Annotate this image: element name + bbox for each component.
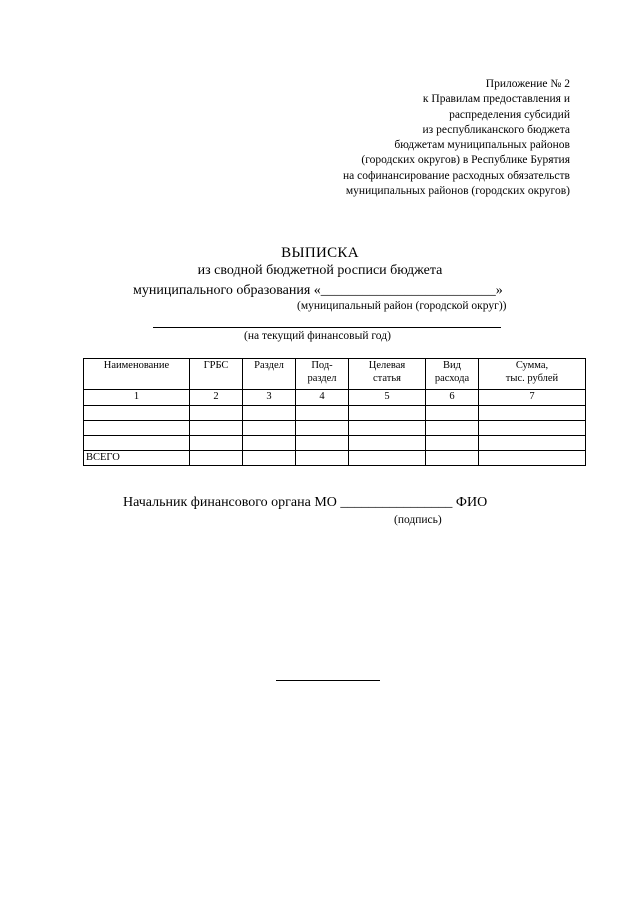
table-cell [349, 435, 426, 450]
index-cell: 6 [426, 390, 479, 406]
table-cell [243, 450, 296, 466]
table-cell [243, 420, 296, 435]
table-cell [349, 405, 426, 420]
table-cell [426, 435, 479, 450]
appendix-line: Приложение № 2 [485, 78, 570, 90]
table-cell [426, 420, 479, 435]
fiscal-year-blank-line [153, 327, 501, 328]
table-row [84, 420, 586, 435]
fiscal-year-caption: (на текущий финансовый год) [244, 330, 391, 342]
table-cell [479, 405, 586, 420]
index-cell: 7 [479, 390, 586, 406]
table-cell [426, 450, 479, 466]
document-title: ВЫПИСКА [281, 245, 359, 261]
table-cell [296, 450, 349, 466]
appendix-line: к Правилам предоставления и [422, 93, 570, 106]
column-header-grbs: ГРБС [190, 359, 243, 390]
column-header-target-item: Целевая статья [349, 359, 426, 390]
index-cell: 1 [84, 390, 190, 406]
appendix-line: из республиканского бюджета [422, 123, 570, 136]
document-subtitle: из сводной бюджетной росписи бюджета [197, 263, 443, 278]
table-cell [190, 420, 243, 435]
appendix-line: бюджетам муниципальных районов [394, 139, 570, 152]
table-cell [243, 435, 296, 450]
appendix-line: (городских округов) в Республике Бурятия [361, 154, 570, 167]
index-cell: 4 [296, 390, 349, 406]
table-cell [426, 405, 479, 420]
municipality-line: муниципального образования «_________________________» [133, 283, 503, 298]
appendix-line: распределения субсидий [449, 108, 570, 121]
signature-line: Начальник финансового органа МО ________________ ФИО [123, 495, 488, 510]
table-cell [243, 405, 296, 420]
table-cell [349, 420, 426, 435]
table-cell [190, 435, 243, 450]
index-cell: 3 [243, 390, 296, 406]
signature-caption: (подпись) [394, 514, 442, 526]
table-cell [190, 405, 243, 420]
index-cell: 5 [349, 390, 426, 406]
column-header-amount: Сумма, тыс. рублей [479, 359, 586, 390]
municipality-caption: (муниципальный район (городской округ)) [297, 300, 507, 312]
table-cell [479, 450, 586, 466]
table-index-row [84, 390, 586, 406]
table-header-row [84, 359, 586, 390]
appendix-line: муниципальных районов (городских округов) [345, 185, 570, 198]
table-cell [84, 435, 190, 450]
column-header-expense-type: Вид расхода [426, 359, 479, 390]
table-cell [349, 450, 426, 466]
table-total-row [84, 450, 586, 466]
budget-table [83, 358, 586, 466]
table-row [84, 435, 586, 450]
table-cell [296, 420, 349, 435]
footer-divider [276, 680, 380, 681]
appendix-line: на софинансирование расходных обязательств [343, 169, 570, 182]
appendix-header [190, 77, 570, 199]
total-label: ВСЕГО [84, 450, 190, 466]
table-cell [84, 420, 190, 435]
table-cell [479, 435, 586, 450]
table-cell [479, 420, 586, 435]
table-cell [190, 450, 243, 466]
column-header-subsection: Под- раздел [296, 359, 349, 390]
table-cell [84, 405, 190, 420]
table-cell [296, 435, 349, 450]
column-header-name: Наименование [84, 359, 190, 390]
table-row [84, 405, 586, 420]
index-cell: 2 [190, 390, 243, 406]
table-cell [296, 405, 349, 420]
column-header-section: Раздел [243, 359, 296, 390]
